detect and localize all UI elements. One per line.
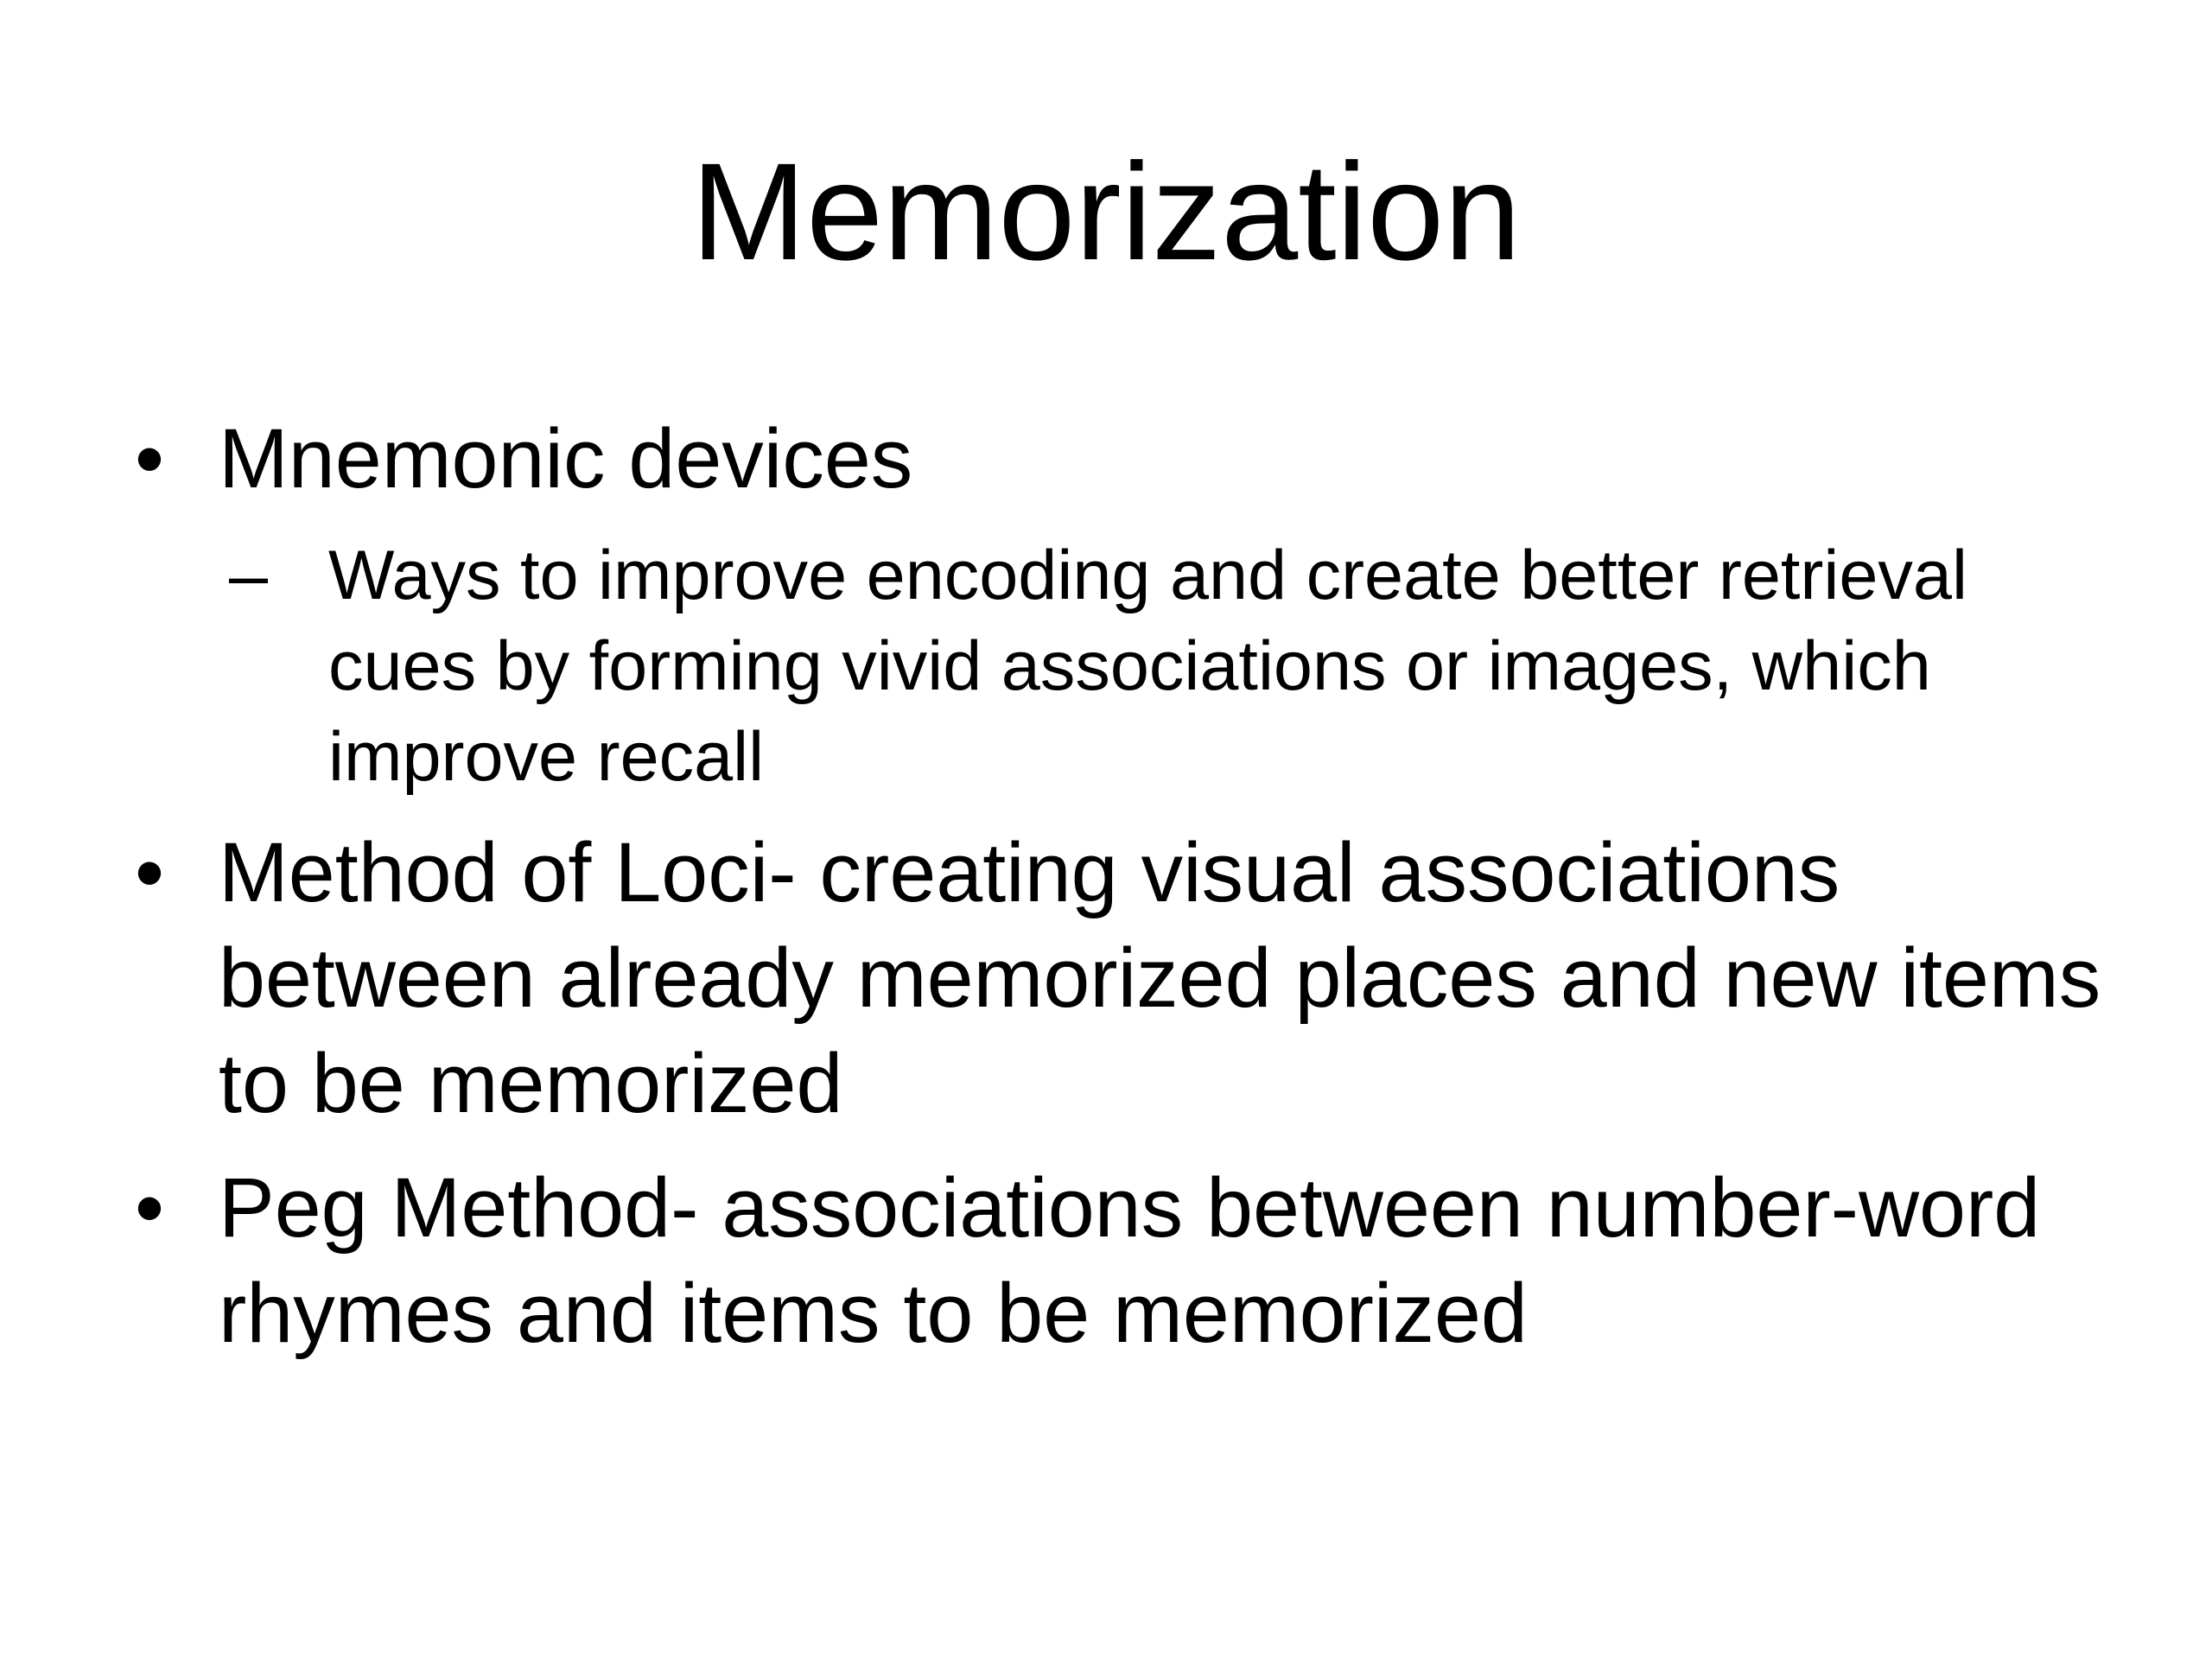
- slide-title: Memorization: [690, 134, 1522, 289]
- bullet-list: [130, 406, 2117, 1385]
- sub-bullet-item-mnemonic-definition: [229, 531, 2074, 803]
- bullet-text: Peg Method- associations between number-word rhymes and items to be memorized: [219, 1160, 2041, 1360]
- sub-bullet-marker: –: [229, 537, 269, 614]
- bullet-marker: •: [135, 411, 164, 505]
- sub-bullet-text: Ways to improve encoding and create better retrieval cues by forming vivid associations or images, which improve recall: [328, 537, 1967, 796]
- bullet-item-method-of-loci: [130, 820, 2117, 1136]
- bullet-marker: •: [135, 825, 164, 919]
- bullet-marker: •: [135, 1160, 164, 1255]
- bullet-item-peg-method: [130, 1155, 2117, 1366]
- bullet-item-mnemonic-devices: [130, 406, 2117, 512]
- bullet-text: Mnemonic devices: [219, 411, 913, 505]
- bullet-text: Method of Loci- creating visual associations between already memorized places and new items to be memorized: [219, 825, 2101, 1130]
